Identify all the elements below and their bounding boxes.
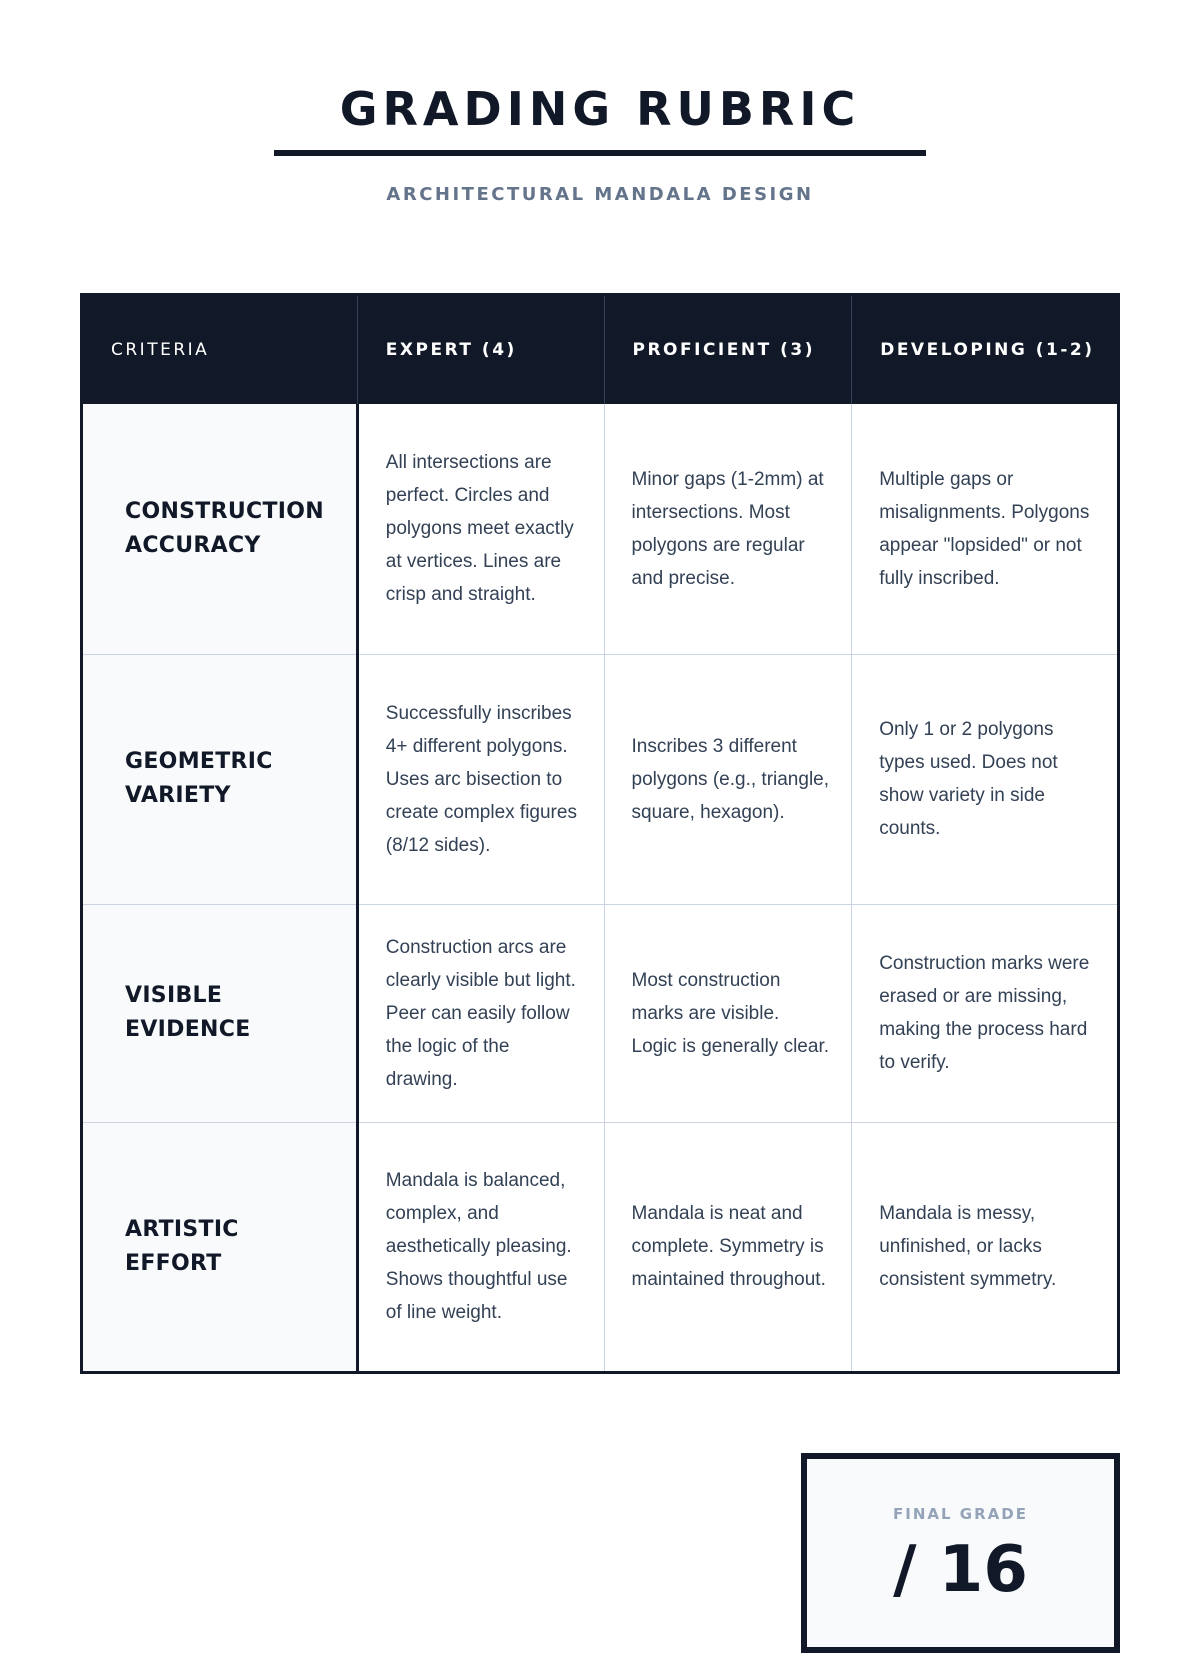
rubric-header — [0, 80, 1200, 205]
criteria-cell: ARTISTIC EFFORT — [82, 1122, 358, 1372]
table-row — [82, 404, 1119, 654]
title-underline — [274, 150, 926, 156]
proficient-cell: Mandala is neat and complete. Symmetry is maintained throughout. — [604, 1122, 852, 1372]
expert-cell: Construction arcs are clearly visible but light. Peer can easily follow the logic of the drawing. — [357, 904, 604, 1122]
table-header-row — [82, 295, 1119, 405]
column-header-criteria: CRITERIA — [82, 295, 358, 405]
table-row — [82, 654, 1119, 904]
proficient-cell: Minor gaps (1-2mm) at intersections. Most polygons are regular and precise. — [604, 404, 852, 654]
rubric-table — [80, 293, 1120, 1374]
criteria-cell: VISIBLE EVIDENCE — [82, 904, 358, 1122]
developing-cell: Only 1 or 2 polygons types used. Does not show variety in side counts. — [852, 654, 1119, 904]
final-grade-value: / 16 — [893, 1533, 1028, 1607]
expert-cell: Successfully inscribes 4+ different polygons. Uses arc bisection to create complex figures (8/12 sides). — [357, 654, 604, 904]
table-row — [82, 904, 1119, 1122]
page-subtitle: ARCHITECTURAL MANDALA DESIGN — [386, 184, 814, 205]
final-grade-label: FINAL GRADE — [893, 1505, 1028, 1523]
developing-cell: Mandala is messy, unfinished, or lacks consistent symmetry. — [852, 1122, 1119, 1372]
criteria-cell: GEOMETRIC VARIETY — [82, 654, 358, 904]
proficient-cell: Inscribes 3 different polygons (e.g., triangle, square, hexagon). — [604, 654, 852, 904]
expert-cell: Mandala is balanced, complex, and aesthetically pleasing. Shows thoughtful use of line weight. — [357, 1122, 604, 1372]
final-grade-box — [801, 1453, 1120, 1653]
column-header-proficient: PROFICIENT (3) — [604, 295, 852, 405]
developing-cell: Construction marks were erased or are missing, making the process hard to verify. — [852, 904, 1119, 1122]
expert-cell: All intersections are perfect. Circles and polygons meet exactly at vertices. Lines are crisp and straight. — [357, 404, 604, 654]
column-header-developing: DEVELOPING (1-2) — [852, 295, 1119, 405]
proficient-cell: Most construction marks are visible. Logic is generally clear. — [604, 904, 852, 1122]
criteria-cell: CONSTRUCTION ACCURACY — [82, 404, 358, 654]
page-title: GRADING RUBRIC — [339, 82, 861, 136]
developing-cell: Multiple gaps or misalignments. Polygons appear "lopsided" or not fully inscribed. — [852, 404, 1119, 654]
column-header-expert: EXPERT (4) — [357, 295, 604, 405]
table-row — [82, 1122, 1119, 1372]
